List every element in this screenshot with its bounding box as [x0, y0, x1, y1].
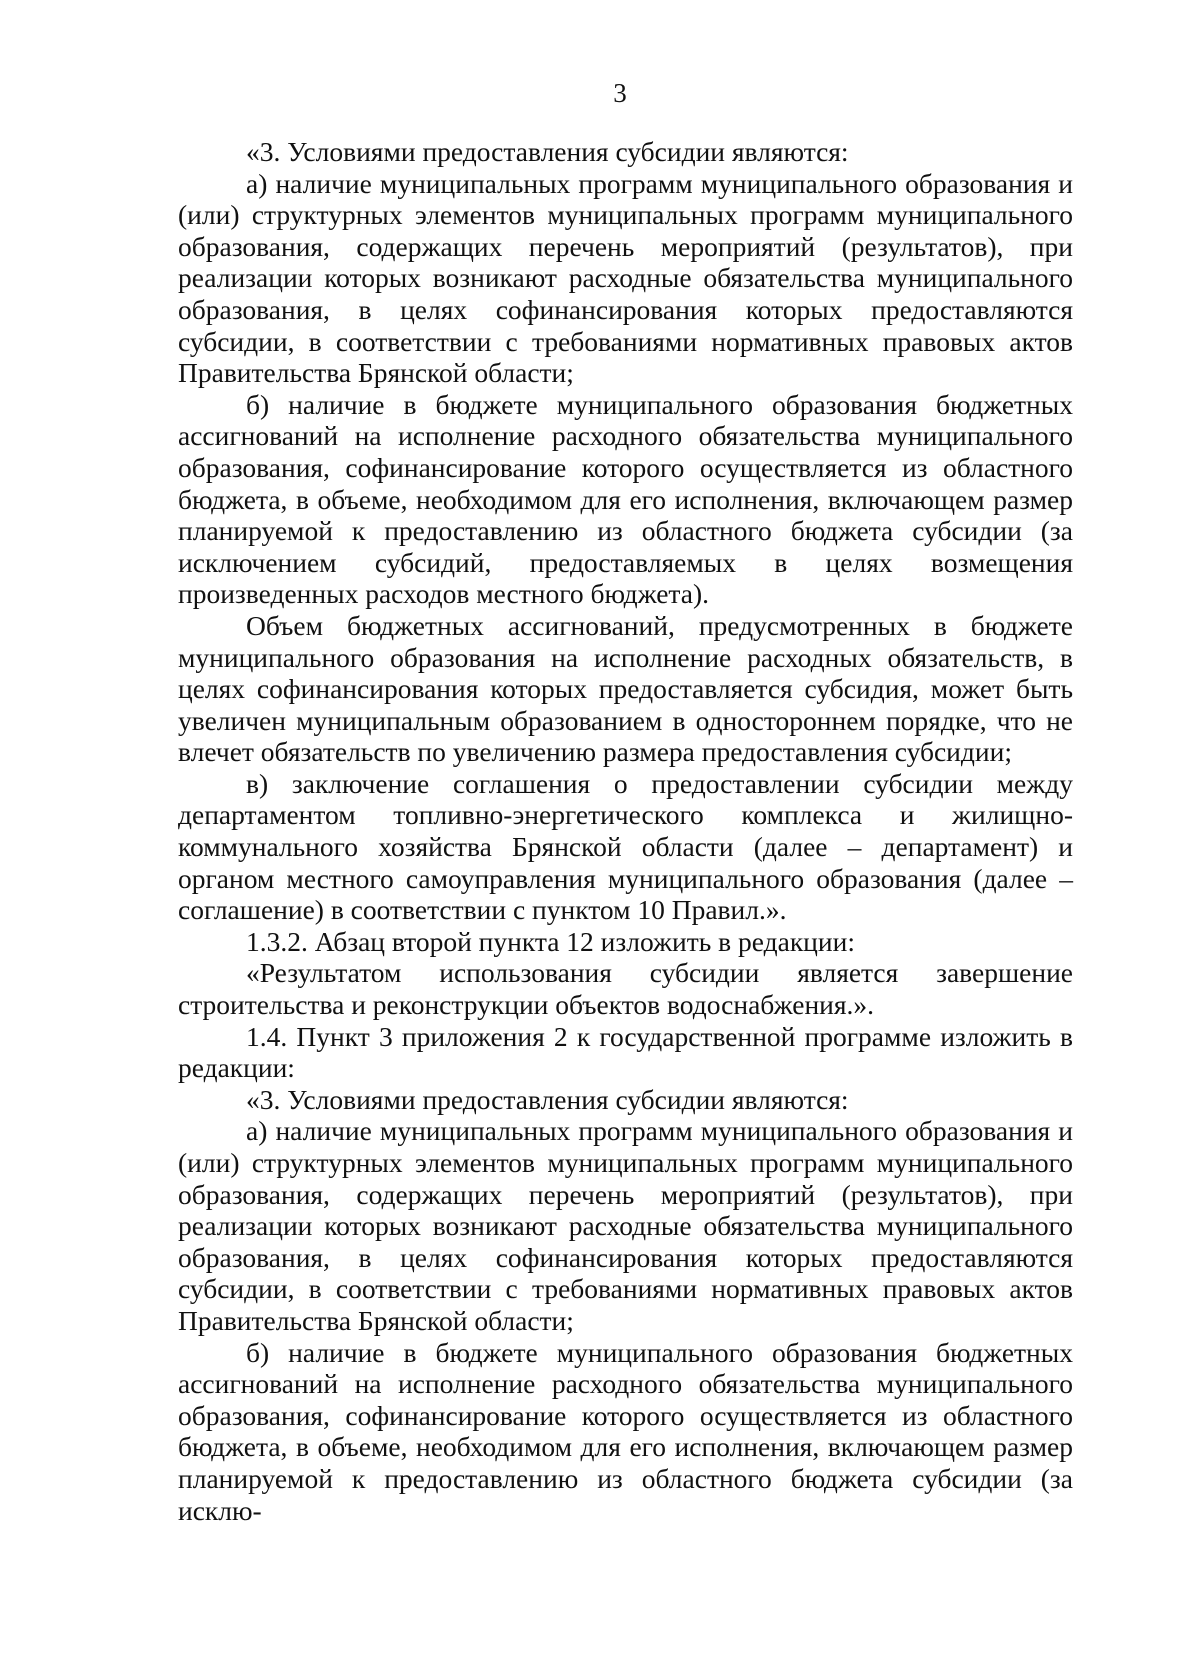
paragraph-condition-a-2: а) наличие муниципальных программ муниципального образования и (или) структурных элементов муниципальных программ муниципального образования, содержащих перечень мероприятий (результатов), при реализации которых возникают расходные обязательства муниципального образования, в целях софинансирования которых предоставляются субсидии, в соответствии с требованиями нормативных правовых актов Правительства Брянской области; [178, 1115, 1073, 1336]
paragraph-result-quote: «Результатом использования субсидии является завершение строительства и реконструкции объектов водоснабжения.». [178, 957, 1073, 1021]
paragraph-conditions-heading-2: «3. Условиями предоставления субсидии являются: [246, 1083, 849, 1115]
paragraph-budget-volume: Объем бюджетных ассигнований, предусмотренных в бюджете муниципального образования на исполнение расходных обязательств, в целях софинансирования которых предоставляется субсидия, может быть увеличен муниципальным образованием в одностороннем порядке, что не влечет обязательств по увеличению размера предоставления субсидии; [178, 609, 1073, 768]
paragraph-condition-b-2: б) наличие в бюджете муниципального образования бюджетных ассигнований на исполнение расходного обязательства муниципального образования, софинансирование которого осуществляется из областного бюджета, в объеме, необходимом для его исполнения, включающем размер планируемой к предоставлению из областного бюджета субсидии (за исклю- [178, 1336, 1073, 1526]
paragraph-condition-v: в) заключение соглашения о предоставлении субсидии между департаментом топливно-энергетического комплекса и жилищно-коммунального хозяйства Брянской области (далее – департамент) и органом местного самоуправления муниципального образования (далее – соглашение) в соответствии с пунктом 10 Правил.». [178, 767, 1073, 926]
paragraph-condition-a: а) наличие муниципальных программ муниципального образования и (или) структурных элементов муниципальных программ муниципального образования, содержащих перечень мероприятий (результатов), при реализации которых возникают расходные обязательства муниципального образования, в целях софинансирования которых предоставляются субсидии, в соответствии с требованиями нормативных правовых актов Правительства Брянской области; [178, 167, 1073, 389]
paragraph-condition-b: б) наличие в бюджете муниципального образования бюджетных ассигнований на исполнение расходного обязательства муниципального образования, софинансирование которого осуществляется из областного бюджета, в объеме, необходимом для его исполнения, включающем размер планируемой к предоставлению из областного бюджета субсидии (за исключением субсидий, предоставляемых в целях возмещения произведенных расходов местного бюджета). [178, 388, 1073, 610]
page-number: 3 [613, 78, 627, 108]
paragraph-conditions-heading: «3. Условиями предоставления субсидии являются: [246, 136, 849, 167]
paragraph-item-1-4: 1.4. Пункт 3 приложения 2 к государственной программе изложить в редакции: [178, 1020, 1073, 1084]
paragraph-item-1-3-2: 1.3.2. Абзац второй пункта 12 изложить в редакции: [246, 925, 855, 957]
document-body [178, 136, 1073, 1526]
